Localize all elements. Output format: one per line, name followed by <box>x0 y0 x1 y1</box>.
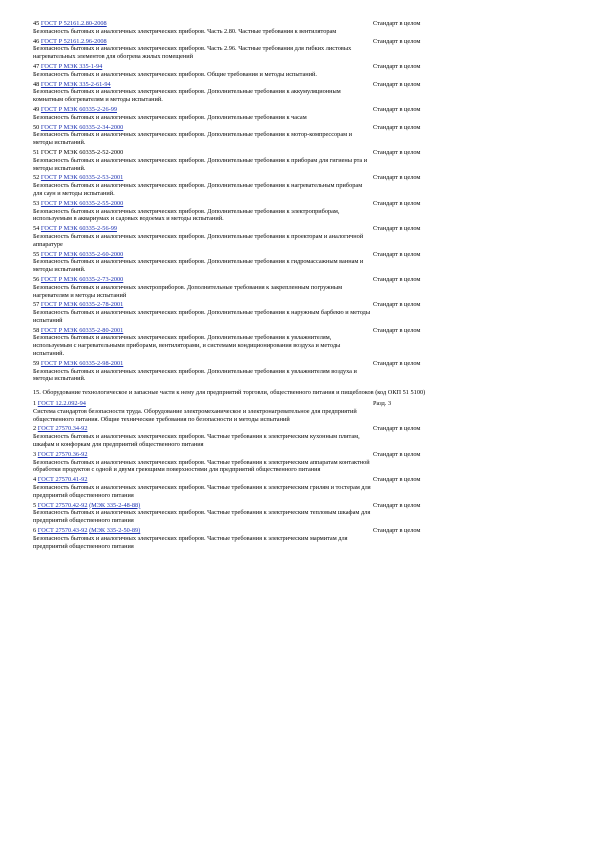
standard-code-link[interactable]: ГОСТ Р 52161.2.96-2008 <box>40 37 107 45</box>
standard-entry <box>33 81 573 104</box>
application-scope: Стандарт в целом <box>373 326 421 334</box>
application-scope: Стандарт в целом <box>373 105 421 113</box>
standard-title: Безопасность бытовых и аналогичных электроприборов. Дополнительные требования к закрепленным погружным нагревателям и методы испытаний <box>33 283 343 299</box>
document-body <box>33 20 573 552</box>
standard-code-link[interactable]: ГОСТ 27570.41-92 <box>37 476 88 484</box>
standard-entry <box>33 400 573 423</box>
standard-description <box>33 400 371 423</box>
standard-entry <box>33 63 573 79</box>
application-scope: Стандарт в целом <box>373 476 421 484</box>
application-scope: Стандарт в целом <box>373 250 421 258</box>
standard-description <box>33 527 371 550</box>
standard-code-link[interactable]: ГОСТ Р МЭК 60335-2-60-2000 <box>40 250 124 258</box>
standard-title: Безопасность бытовых и аналогичных электрических приборов. Дополнительные требования к приборам для гигиены рта и методы испытаний. <box>33 156 368 172</box>
standard-code-link[interactable]: ГОСТ 27570.36-92 <box>37 450 88 458</box>
entry-number: 49 <box>33 105 40 113</box>
standard-title: Безопасность бытовых и аналогичных электрических приборов. Частные требования к электрическим мармитам для предприятий общественного питания <box>33 534 348 550</box>
application-scope: Разд. 3 <box>373 400 392 408</box>
application-scope: Стандарт в целом <box>373 359 421 367</box>
entry-number: 53 <box>33 199 40 207</box>
standard-entry <box>33 301 573 324</box>
standard-code-link[interactable]: ГОСТ 27570.43-92 <box>37 527 88 535</box>
standard-title: Безопасность бытовых и аналогичных электрических приборов. Дополнительные требования к нагревательным приборам для саун и методы испытаний. <box>33 182 363 197</box>
standard-entry <box>33 425 573 448</box>
entry-number: 54 <box>33 225 40 233</box>
entry-number: 51 <box>33 148 40 156</box>
application-scope: Стандарт в целом <box>373 225 421 233</box>
entry-number: 57 <box>33 301 40 309</box>
standard-title: Безопасность бытовых и аналогичных электрических приборов. Дополнительные требования к наружным барбекю и методы испытаний <box>33 309 371 324</box>
standard-title: Безопасность бытовых и аналогичных электрических приборов. Частные требования к электрическим кухонным плитам, шкафам и конфоркам для предприятий общественного питания <box>33 433 360 449</box>
application-scope: Стандарт в целом <box>373 450 421 458</box>
standard-code-link[interactable]: ГОСТ Р МЭК 335-1-94 <box>40 62 103 70</box>
standard-code-link[interactable]: ГОСТ Р МЭК 60335-2-78-2001 <box>40 301 124 309</box>
entry-number: 45 <box>33 20 40 27</box>
standard-entry <box>33 174 573 197</box>
entry-number: 2 <box>33 425 37 433</box>
standard-entry <box>33 200 573 223</box>
standard-code-link[interactable]: ГОСТ Р МЭК 60335-2-98-2001 <box>40 359 124 367</box>
standard-entry <box>33 451 573 474</box>
standard-title: Безопасность бытовых и аналогичных электрических приборов. Дополнительные требования к электроприборам, используемым в аквариумах и садовых водоемах и методы испытаний. <box>33 207 340 223</box>
application-scope: Стандарт в целом <box>373 123 421 131</box>
standard-description <box>33 124 371 147</box>
application-scope: Стандарт в целом <box>373 148 421 156</box>
standard-title: Безопасность бытовых и аналогичных электрических приборов. Общие требования и методы испытаний. <box>33 70 317 78</box>
application-scope: Стандарт в целом <box>373 80 421 88</box>
standard-description <box>33 327 371 358</box>
standard-description <box>33 476 371 499</box>
entry-number: 46 <box>33 37 40 45</box>
standard-code-link[interactable]: ГОСТ Р МЭК 60335-2-56-99 <box>40 225 117 233</box>
standard-entry <box>33 251 573 274</box>
standard-description <box>33 106 371 122</box>
standard-title: Безопасность бытовых и аналогичных электрических приборов. Дополнительные требования к увлажнителям, используемым с нагревательными приборами, вентиляторами, и системами кондиционирования воздуха и методы испытаний. <box>33 334 341 358</box>
entry-number: 1 <box>33 400 37 408</box>
standard-title: Система стандартов безопасности труда. Оборудование электромеханическое и электронагревательное для предприятий общественного питания. Общие технические требования по безопасности и методы испытаний <box>33 407 357 423</box>
standard-description <box>33 301 371 324</box>
standard-description <box>33 425 371 448</box>
standard-code-link[interactable]: ГОСТ Р МЭК 335-2-61-94 <box>40 80 111 88</box>
standard-title: Безопасность бытовых и аналогичных электрических приборов. Дополнительные требования к увлажнителям воздуха и методы испытаний. <box>33 367 357 383</box>
entry-number: 47 <box>33 62 40 70</box>
section-heading: 15. Оборудование технологическое и запасные части к нему для предприятий торговли, общественного питания и пищеблоков (код ОКП 51 5100) <box>33 389 426 397</box>
standards-list-household-appliances <box>33 20 573 383</box>
application-scope: Стандарт в целом <box>373 20 421 27</box>
standard-code-link[interactable]: ГОСТ Р 52161.2.80-2008 <box>40 20 107 27</box>
standard-title: Безопасность бытовых и аналогичных электрических приборов. Часть 2.80. Частные требования к вентиляторам <box>33 27 337 35</box>
standard-entry <box>33 124 573 147</box>
iec-reference-link[interactable]: (МЭК 335-2-48-88) <box>89 501 141 509</box>
standard-entry <box>33 327 573 358</box>
application-scope: Стандарт в целом <box>373 301 421 309</box>
standard-code-link: ГОСТ Р МЭК 60335-2-52-2000 <box>40 148 124 156</box>
standard-description <box>33 451 371 474</box>
entry-number: 58 <box>33 326 40 334</box>
standard-code-link[interactable]: ГОСТ Р МЭК 60335-2-53-2001 <box>40 174 124 182</box>
application-scope: Стандарт в целом <box>373 275 421 283</box>
standard-title: Безопасность бытовых и аналогичных электрических приборов. Частные требования к электрическим тепловым шкафам для предприятий общественного питания <box>33 509 371 525</box>
standard-title: Безопасность бытовых и аналогичных электрических приборов. Дополнительные требования к аккумуляционным комнатным обогревателям и методы испытаний. <box>33 88 341 104</box>
entry-number: 59 <box>33 359 40 367</box>
standard-entry <box>33 20 573 36</box>
standard-code-link[interactable]: ГОСТ 27570.34-92 <box>37 425 88 433</box>
standard-title: Безопасность бытовых и аналогичных электрических приборов. Дополнительные требования к мотор-компрессорам и методы испытаний. <box>33 131 353 147</box>
entry-number: 48 <box>33 80 40 88</box>
standard-code-link[interactable]: ГОСТ Р МЭК 60335-2-55-2000 <box>40 199 124 207</box>
standard-entry <box>33 225 573 248</box>
standard-description <box>33 63 371 79</box>
entry-number: 55 <box>33 250 40 258</box>
standard-entry <box>33 106 573 122</box>
standard-description <box>33 174 371 197</box>
standard-title: Безопасность бытовых и аналогичных электрических приборов. Дополнительные требования к проекторам и аналогичной аппаратуре <box>33 232 364 248</box>
iec-reference-link[interactable]: (МЭК 335-2-50-89) <box>89 527 141 535</box>
standard-description <box>33 20 371 36</box>
application-scope: Стандарт в целом <box>373 37 421 45</box>
entry-number: 56 <box>33 275 40 283</box>
entry-number: 52 <box>33 174 40 182</box>
entry-number: 50 <box>33 123 40 131</box>
entry-number: 3 <box>33 450 37 458</box>
standard-title: Безопасность бытовых и аналогичных электрических приборов. Часть 2.96. Частные требования для гибких листовых нагревательных элементов для обогрева жилых помещений <box>33 45 352 61</box>
entry-number: 5 <box>33 501 37 509</box>
standard-description <box>33 149 371 172</box>
application-scope: Стандарт в целом <box>373 425 421 433</box>
standard-entry <box>33 38 573 61</box>
standard-code-link[interactable]: ГОСТ Р МЭК 60335-2-26-99 <box>40 105 117 113</box>
standard-entry <box>33 276 573 299</box>
standard-code-link[interactable]: ГОСТ Р МЭК 60335-2-73-2000 <box>40 275 124 283</box>
standard-description <box>33 225 371 248</box>
application-scope: Стандарт в целом <box>373 62 421 70</box>
standard-entry <box>33 360 573 383</box>
standard-title: Безопасность бытовых и аналогичных электрических приборов. Дополнительные требования к часам <box>33 113 307 121</box>
standard-code-link[interactable]: ГОСТ Р МЭК 60335-2-34-2000 <box>40 123 124 131</box>
standard-description <box>33 38 371 61</box>
standard-entry <box>33 476 573 499</box>
standard-description <box>33 502 371 525</box>
application-scope: Стандарт в целом <box>373 527 421 535</box>
standard-entry <box>33 527 573 550</box>
standard-code-link[interactable]: ГОСТ 27570.42-92 <box>37 501 88 509</box>
standard-title: Безопасность бытовых и аналогичных электрических приборов. Частные требования к электрическим аппаратам контактной обработки продуктов с одной и двумя греющими поверхностями для предприятий общественного питания <box>33 458 370 474</box>
application-scope: Стандарт в целом <box>373 199 421 207</box>
standard-title: Безопасность бытовых и аналогичных электрических приборов. Частные требования к электрическим грилям и тостерам для предприятий общественного питания <box>33 484 371 499</box>
standard-code-link[interactable]: ГОСТ 12.2.092-94 <box>37 400 86 408</box>
standard-entry <box>33 149 573 172</box>
standard-code-link[interactable]: ГОСТ Р МЭК 60335-2-80-2001 <box>40 326 124 334</box>
standard-title: Безопасность бытовых и аналогичных электрических приборов. Дополнительные требования к гидромассажным ваннам и методы испытаний. <box>33 258 364 274</box>
standard-description <box>33 360 371 383</box>
application-scope: Стандарт в целом <box>373 174 421 182</box>
standards-list-catering-equipment <box>33 400 573 550</box>
standard-entry <box>33 502 573 525</box>
standard-description <box>33 276 371 299</box>
standard-description <box>33 251 371 274</box>
application-scope: Стандарт в целом <box>373 501 421 509</box>
standard-description <box>33 81 371 104</box>
entry-number: 4 <box>33 476 37 484</box>
standard-description <box>33 200 371 223</box>
entry-number: 6 <box>33 527 37 535</box>
